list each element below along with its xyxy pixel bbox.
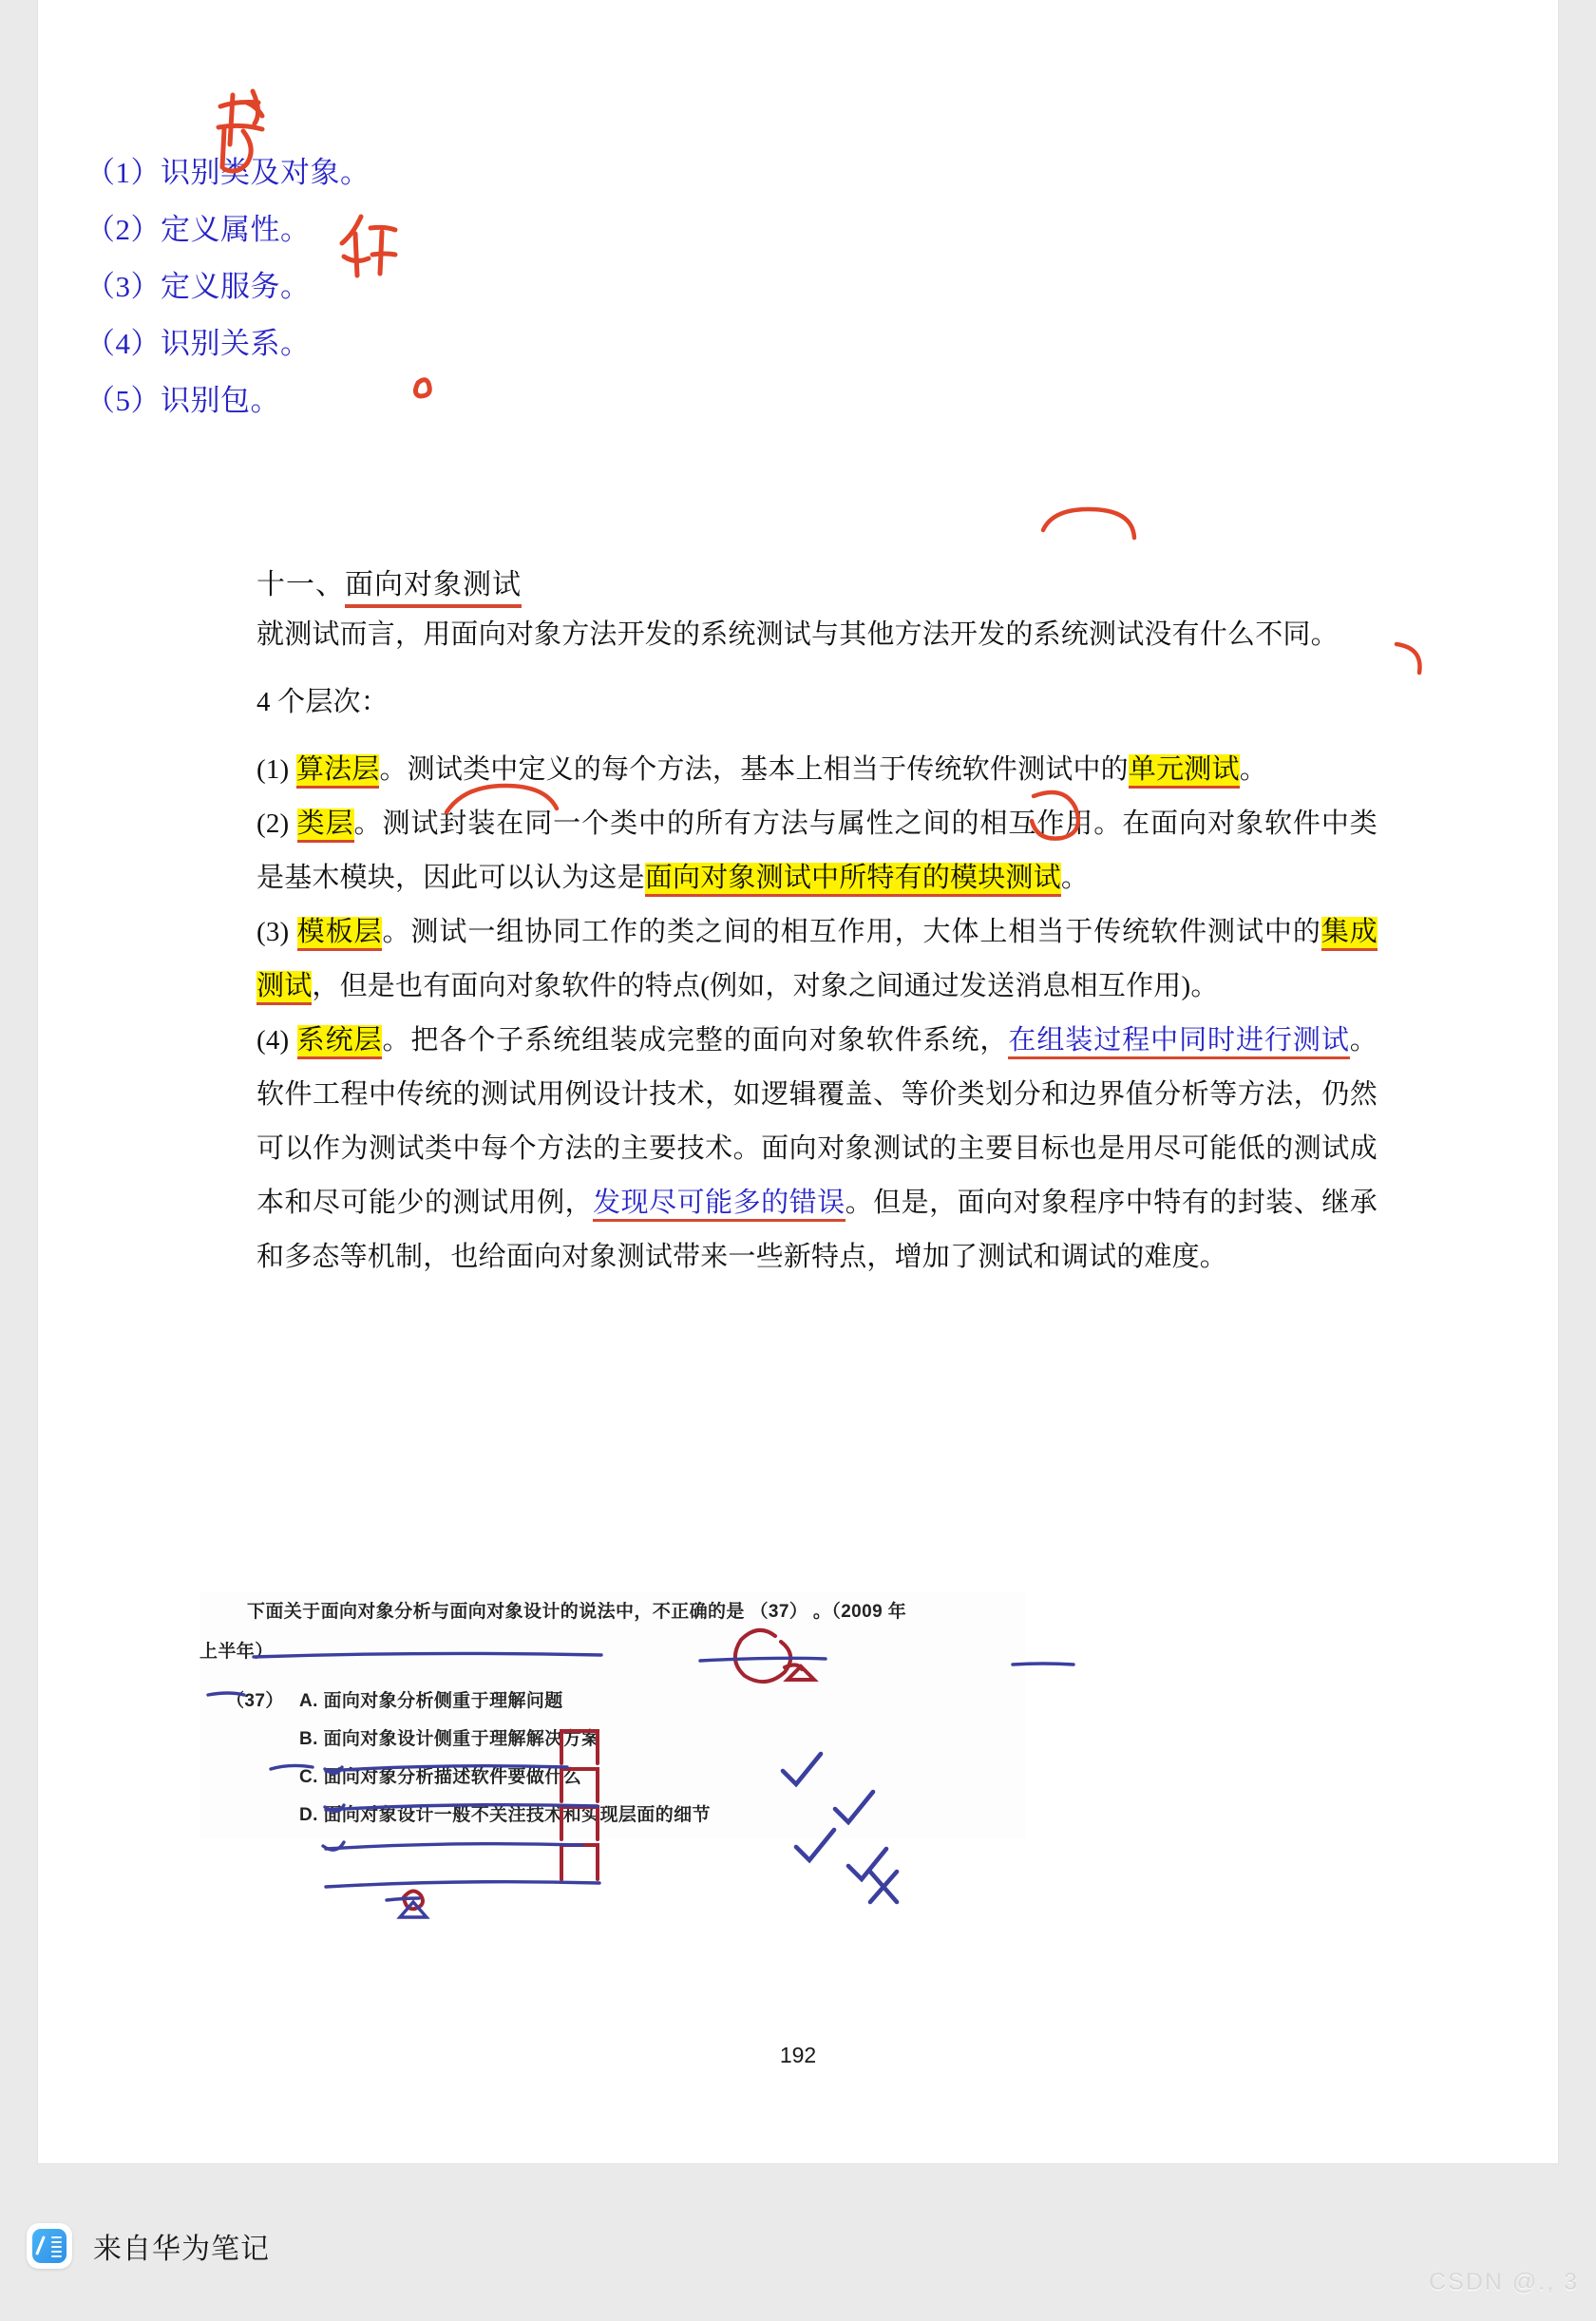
red-circle-danyuanceshi	[1043, 509, 1134, 538]
level-number: (3)	[256, 917, 290, 947]
exam-option-c	[299, 1762, 581, 1788]
list-item: （5）识别包。	[86, 384, 280, 417]
section-index: 十一、	[256, 569, 345, 600]
option-label: A.	[299, 1691, 318, 1711]
list-item: （4）识别关系。	[86, 327, 311, 360]
red-circle-mokuaiceshi	[1396, 644, 1420, 673]
body-text	[256, 608, 1378, 1284]
level-term: 算法层	[296, 754, 380, 789]
exam-stem-line-1: 下面关于面向对象分析与面向对象设计的说法中，不正确的是 （37） 。（2009 年	[247, 1602, 907, 1622]
exam-option-b	[299, 1724, 600, 1750]
level-item-3	[256, 905, 1378, 1014]
exam-stem-line-2: 上半年）	[200, 1642, 274, 1662]
document-page	[38, 0, 1558, 2163]
level-blue-emphasis-2: 发现尽可能多的错误	[593, 1188, 846, 1222]
level-text: 。测试一组协同工作的类之间的相互作用，大体上相当于传统软件测试中的	[382, 917, 1321, 947]
level-text-tail: 。	[1239, 754, 1267, 785]
option-text: 面向对象设计侧重于理解解决方案	[323, 1729, 600, 1749]
level-emphasis: 单元测试	[1129, 754, 1240, 789]
level-term: 系统层	[297, 1025, 383, 1059]
blue-underline-option-c	[326, 1844, 582, 1849]
blue-cross-d	[870, 1872, 897, 1902]
option-label: D.	[299, 1805, 318, 1825]
level-blue-emphasis-1: 在组装过程中同时进行测试	[1008, 1025, 1349, 1059]
huawei-notes-icon	[27, 2223, 72, 2269]
section-intro: 就测试而言，用面向对象方法开发的系统测试与其他方法开发的系统测试没有什么不同。	[256, 619, 1339, 650]
embedded-exam-question	[200, 1591, 1026, 1838]
blue-triangle-marker	[400, 1902, 427, 1917]
list-item: （1）识别类及对象。	[86, 156, 370, 189]
blue-underline-option-d	[326, 1882, 599, 1887]
levels-label: 4 个层次：	[256, 687, 389, 717]
exam-option-d	[299, 1800, 711, 1826]
pen-icon	[35, 2235, 46, 2255]
level-text-2: 。软件工程中传统的测试用例设计技术，如逻辑覆盖、等价类划分和边界值分析等方法，仍然可以作为测试类中每个方法的主要技术。面向对象测试的主要目标也是用尽可能低的测试成本和尽可能少的测试用例，	[256, 1025, 1378, 1218]
option-text: 面向对象分析描述软件要做什么	[323, 1767, 582, 1787]
level-number: (1)	[256, 754, 290, 785]
level-number: (2)	[256, 809, 290, 839]
blue-brace-c	[323, 1842, 344, 1850]
page-number: 192	[779, 2043, 817, 2067]
source-footer	[27, 2223, 270, 2269]
red-circle-option-d	[404, 1891, 423, 1909]
exam-option-a	[299, 1686, 563, 1712]
level-number: (4)	[256, 1025, 290, 1056]
level-term: 类层	[297, 809, 354, 843]
exam-question-number: （37）	[226, 1691, 284, 1711]
option-text: 面向对象分析侧重于理解问题	[323, 1691, 563, 1711]
red-bracket-4	[561, 1845, 598, 1858]
option-text: 面向对象设计一般不关注技术和实现层面的细节	[323, 1805, 711, 1825]
section-title: 面向对象测试	[345, 569, 522, 608]
blue-slash-d	[848, 1849, 886, 1879]
red-handwritten-char-top	[220, 103, 258, 107]
csdn-watermark: CSDN @., 3	[1429, 2269, 1579, 2295]
level-text: 。测试类中定义的每个方法，基本上相当于传统软件测试中的	[379, 754, 1129, 785]
level-text: 。测试封装在同一个类中的所有方法与属性之间的相互作用。在面向对象软件中类是基木模块，因此可以认为这是	[256, 809, 1378, 893]
note-lines-icon	[51, 2236, 62, 2260]
section-heading	[256, 561, 522, 602]
level-emphasis: 面向对象测试中所特有的模块测试	[645, 863, 1061, 897]
level-text: 。把各个子系统组装成完整的面向对象软件系统，	[382, 1025, 1009, 1056]
level-item-1	[256, 743, 1378, 797]
level-item-2	[256, 797, 1378, 905]
blue-underline-option-d2	[387, 1898, 419, 1900]
level-emphasis: 集成测试	[256, 917, 1378, 1005]
level-text-tail: 。	[1060, 863, 1090, 893]
list-item: （3）定义服务。	[86, 270, 311, 303]
level-term: 模板层	[297, 917, 383, 951]
steps-list	[86, 144, 750, 429]
level-item-4	[256, 1014, 1378, 1284]
option-label: C.	[299, 1767, 318, 1787]
level-text-tail: ，但是也有面向对象软件的特点(例如，对象之间通过发送消息相互作用)。	[312, 971, 1219, 1001]
source-label: 来自华为笔记	[93, 2234, 270, 2265]
option-label: B.	[299, 1729, 318, 1749]
list-item: （2）定义属性。	[86, 213, 311, 246]
level-text-tail: 。但是，面向对象程序中特有的封装、继承和多态等机制，也给面向对象测试带来一些新特点，增加了测试和调试的难度。	[256, 1188, 1378, 1272]
